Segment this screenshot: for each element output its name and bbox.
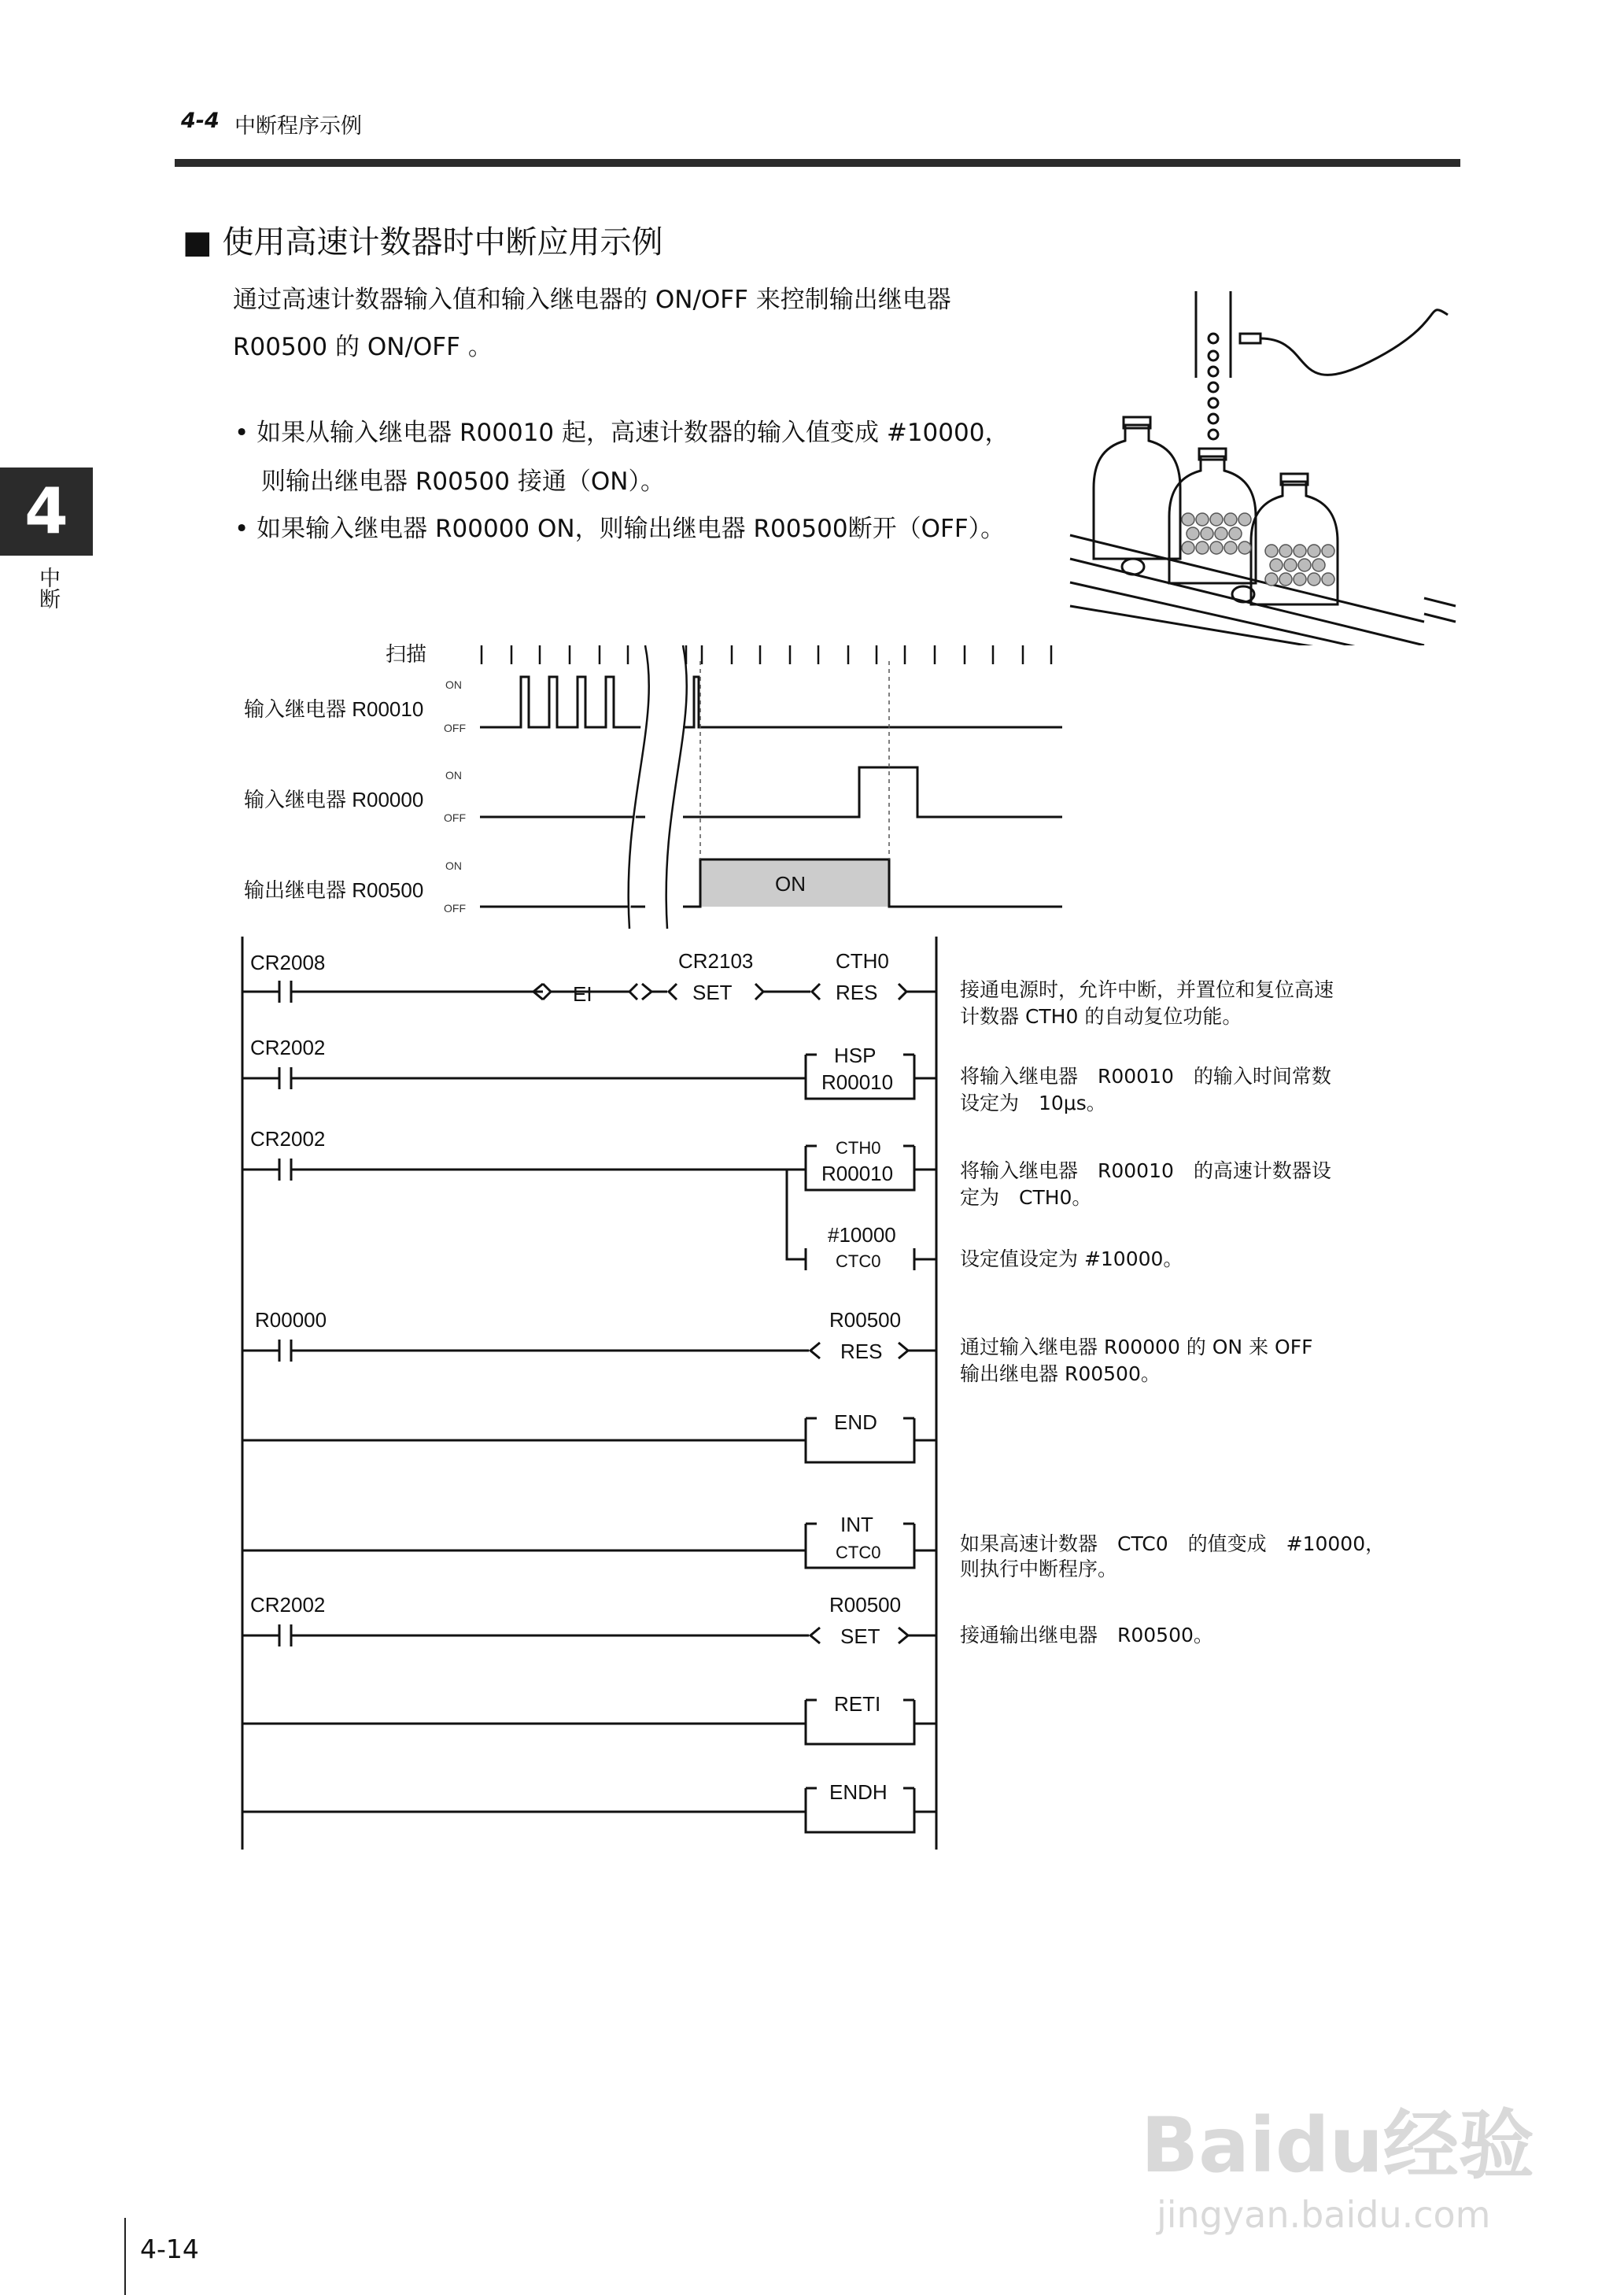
instruction-cth0: CTH0	[836, 1138, 881, 1158]
rung-8	[242, 1593, 1213, 1648]
chapter-tab: 4	[0, 468, 93, 556]
timing-diagram	[236, 630, 1102, 944]
watermark-url: jingyan.baidu.com	[1157, 2193, 1491, 2236]
rung-2	[242, 1036, 1331, 1114]
preset-value: #10000	[828, 1223, 896, 1247]
rung-10	[242, 1780, 936, 1832]
on-level-label: ON	[445, 769, 462, 782]
signal-r00010	[480, 677, 1062, 727]
rung-7	[242, 1513, 1385, 1580]
operand-label: CR2103	[678, 949, 754, 973]
contact-label: CR2002	[250, 1593, 326, 1617]
bullet-1: • 如果从输入继电器 R00010 起，高速计数器的输入值变成 #10000，	[234, 419, 1009, 447]
rung-note: 计数器 CTH0 的自动复位功能。	[960, 1005, 1242, 1028]
watermark-brand: Baidu经验	[1141, 2101, 1534, 2190]
operand-label: CTH0	[836, 949, 889, 973]
bottle-conveyor-illustration	[1054, 283, 1463, 645]
page-number: 4-14	[140, 2234, 199, 2264]
rung-note: 将输入继电器 R00010 的高速计数器设	[960, 1159, 1331, 1182]
intro-line-1: 通过高速计数器输入值和输入继电器的 ON/OFF 来控制输出继电器	[233, 286, 951, 314]
on-level-label: ON	[445, 859, 462, 872]
contact-label: CR2002	[250, 1036, 326, 1059]
section-number: 4-4	[181, 109, 220, 133]
instruction-res: RES	[840, 1340, 883, 1363]
page-heading: ■ 使用高速计数器时中断应用示例	[183, 224, 663, 261]
rung-9	[242, 1692, 936, 1744]
timing-row-label-r00500: 输出继电器 R00500	[244, 878, 424, 902]
operand-label: R00500	[829, 1308, 902, 1332]
on-level-label: ON	[445, 678, 462, 691]
contact-label: R00000	[255, 1308, 327, 1332]
timing-row-label-r00010: 输入继电器 R00010	[244, 697, 424, 721]
rung-note: 设定为 10μs。	[960, 1092, 1106, 1114]
watermark	[1141, 2086, 1534, 2236]
section-title: 中断程序示例	[234, 114, 362, 139]
off-level-label: OFF	[444, 811, 466, 824]
off-level-label: OFF	[444, 722, 466, 734]
rung-note: 设定值设定为 #10000。	[960, 1247, 1183, 1270]
on-period-label: ON	[775, 872, 806, 896]
bullet-2-line-1: 如果输入继电器 R00000 ON，则输出继电器 R00500断开（OFF）。	[257, 515, 1006, 543]
instruction-set: SET	[692, 981, 733, 1004]
instruction-reti: RETI	[834, 1692, 881, 1716]
bullet-1-line-1: 如果从输入继电器 R00010 起，高速计数器的输入值变成 #10000，	[257, 419, 1009, 447]
contact-label: CR2008	[250, 951, 326, 974]
instruction-end: END	[834, 1410, 877, 1434]
contact-label: CR2002	[250, 1127, 326, 1151]
instruction-res: RES	[836, 981, 878, 1004]
off-level-label: OFF	[444, 902, 466, 915]
intro-line-2: R00500 的 ON/OFF 。	[233, 333, 493, 361]
chapter-tab-label: 中断	[35, 567, 60, 609]
operand-label: CTC0	[836, 1543, 881, 1562]
rung-note: 定为 CTH0。	[960, 1186, 1092, 1209]
bullet-1-line-2: 则输出继电器 R00500 接通（ON）。	[261, 468, 665, 496]
operand-label: R00010	[821, 1162, 894, 1185]
instruction-endh: ENDH	[829, 1780, 888, 1804]
rung-note: 接通输出继电器 R00500。	[960, 1624, 1213, 1646]
counter-ctc0: CTC0	[836, 1251, 881, 1271]
scan-label: 扫描	[386, 642, 427, 666]
footer-rule	[124, 2218, 126, 2295]
rung-note: 接通电源时，允许中断，并置位和复位高速	[960, 978, 1334, 1001]
instruction-hsp: HSP	[834, 1044, 877, 1067]
rung-5	[242, 1308, 1312, 1385]
signal-r00000	[480, 767, 1062, 817]
rung-note: 将输入继电器 R00010 的输入时间常数	[960, 1065, 1331, 1088]
bullet-2: • 如果输入继电器 R00000 ON，则输出继电器 R00500断开（OFF）。	[234, 515, 1006, 543]
operand-label: R00500	[829, 1593, 902, 1617]
instruction-ei: EI	[573, 982, 592, 1006]
header-rule	[175, 159, 1460, 167]
rung-3	[242, 1127, 1331, 1271]
rung-note: 输出继电器 R00500。	[960, 1362, 1161, 1385]
scan-ticks	[482, 645, 1051, 664]
rung-1	[242, 949, 1334, 1028]
instruction-int: INT	[840, 1513, 873, 1536]
timing-row-label-r00000: 输入继电器 R00000	[244, 788, 424, 811]
rung-note: 则执行中断程序。	[960, 1558, 1118, 1580]
rung-note: 如果高速计数器 CTC0 的值变成 #10000，	[960, 1532, 1386, 1555]
operand-label: R00010	[821, 1070, 894, 1094]
rung-note: 通过输入继电器 R00000 的 ON 来 OFF	[960, 1336, 1313, 1358]
instruction-set: SET	[840, 1624, 880, 1648]
rung-6	[242, 1410, 936, 1462]
ladder-diagram	[236, 937, 1463, 1865]
